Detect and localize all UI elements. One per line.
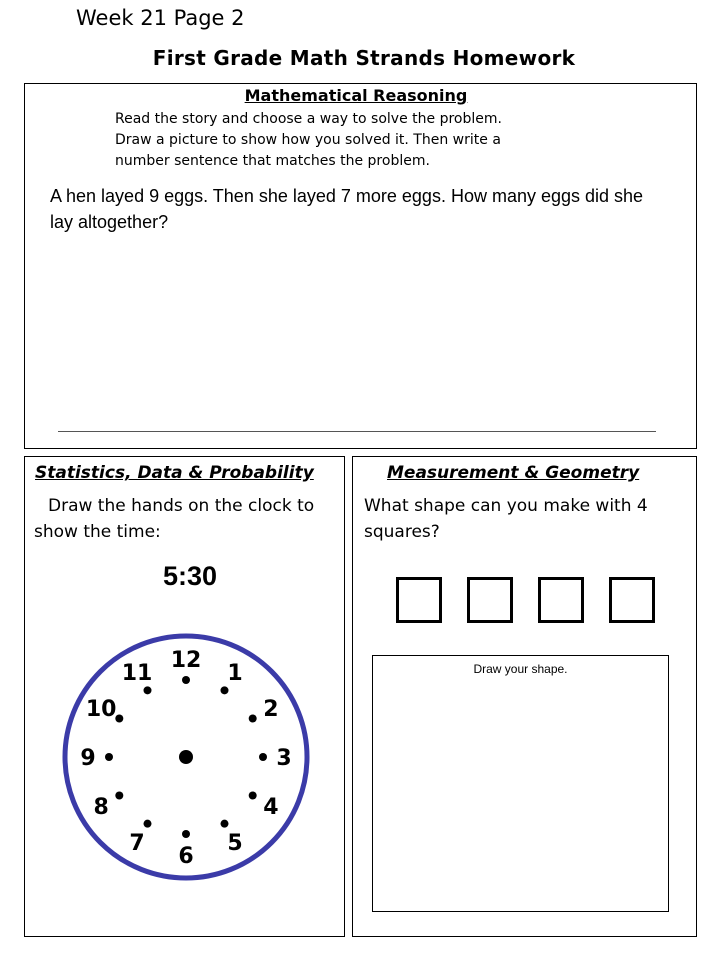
hour-dot [144,820,152,828]
hour-dot [105,753,113,761]
clock-number: 10 [85,697,117,722]
reasoning-instructions [115,109,615,172]
clock-target-time: 5:30 [163,561,218,591]
clock-number: 9 [80,746,96,771]
hour-dot [249,792,257,800]
page-title: First Grade Math Strands Homework [152,46,576,70]
clock-face[interactable] [40,620,340,900]
square-shape [396,577,442,623]
week-page-label: Week 21 Page 2 [76,6,245,30]
clock-number: 4 [263,795,279,820]
instruction-line: Read the story and choose a way to solve the problem. [115,111,502,127]
word-problem: A hen layed 9 eggs. Then she layed 7 more eggs. How many eggs did she lay altogether? [50,186,644,232]
clock-center [179,750,193,764]
answer-line[interactable] [58,431,656,432]
hour-dot [144,686,152,694]
clock-number: 8 [93,795,109,820]
clock-number: 11 [121,661,153,687]
square-shape [609,577,655,623]
hour-dot [115,715,123,723]
instruction-line: number sentence that matches the problem. [115,153,430,169]
clock-number: 6 [178,844,194,869]
instruction-line: Draw a picture to show how you solved it. Then write a [115,132,501,148]
hour-dot [115,792,123,800]
clock-number: 1 [227,661,243,687]
shape-question: What shape can you make with 4 squares? [364,496,648,542]
square-shape [467,577,513,623]
drawing-area[interactable] [372,655,669,912]
hour-dot [259,753,267,761]
reasoning-heading: Mathematical Reasoning [244,86,468,105]
hour-dot [221,686,229,694]
hour-dot [182,676,190,684]
clock-number: 2 [263,697,279,722]
geometry-heading: Measurement & Geometry [387,463,640,483]
clock-number: 5 [227,830,243,856]
statistics-heading: Statistics, Data & Probability [35,463,314,483]
clock-number: 7 [129,830,145,856]
drawing-area-label: Draw your shape. [473,662,568,676]
clock-number: 12 [170,648,202,673]
hour-dot [221,820,229,828]
square-shape [538,577,584,623]
hour-dot [182,830,190,838]
clock-number: 3 [276,746,292,771]
clock-instruction: Draw the hands on the clock to show the time: [34,496,315,542]
hour-dot [249,715,257,723]
